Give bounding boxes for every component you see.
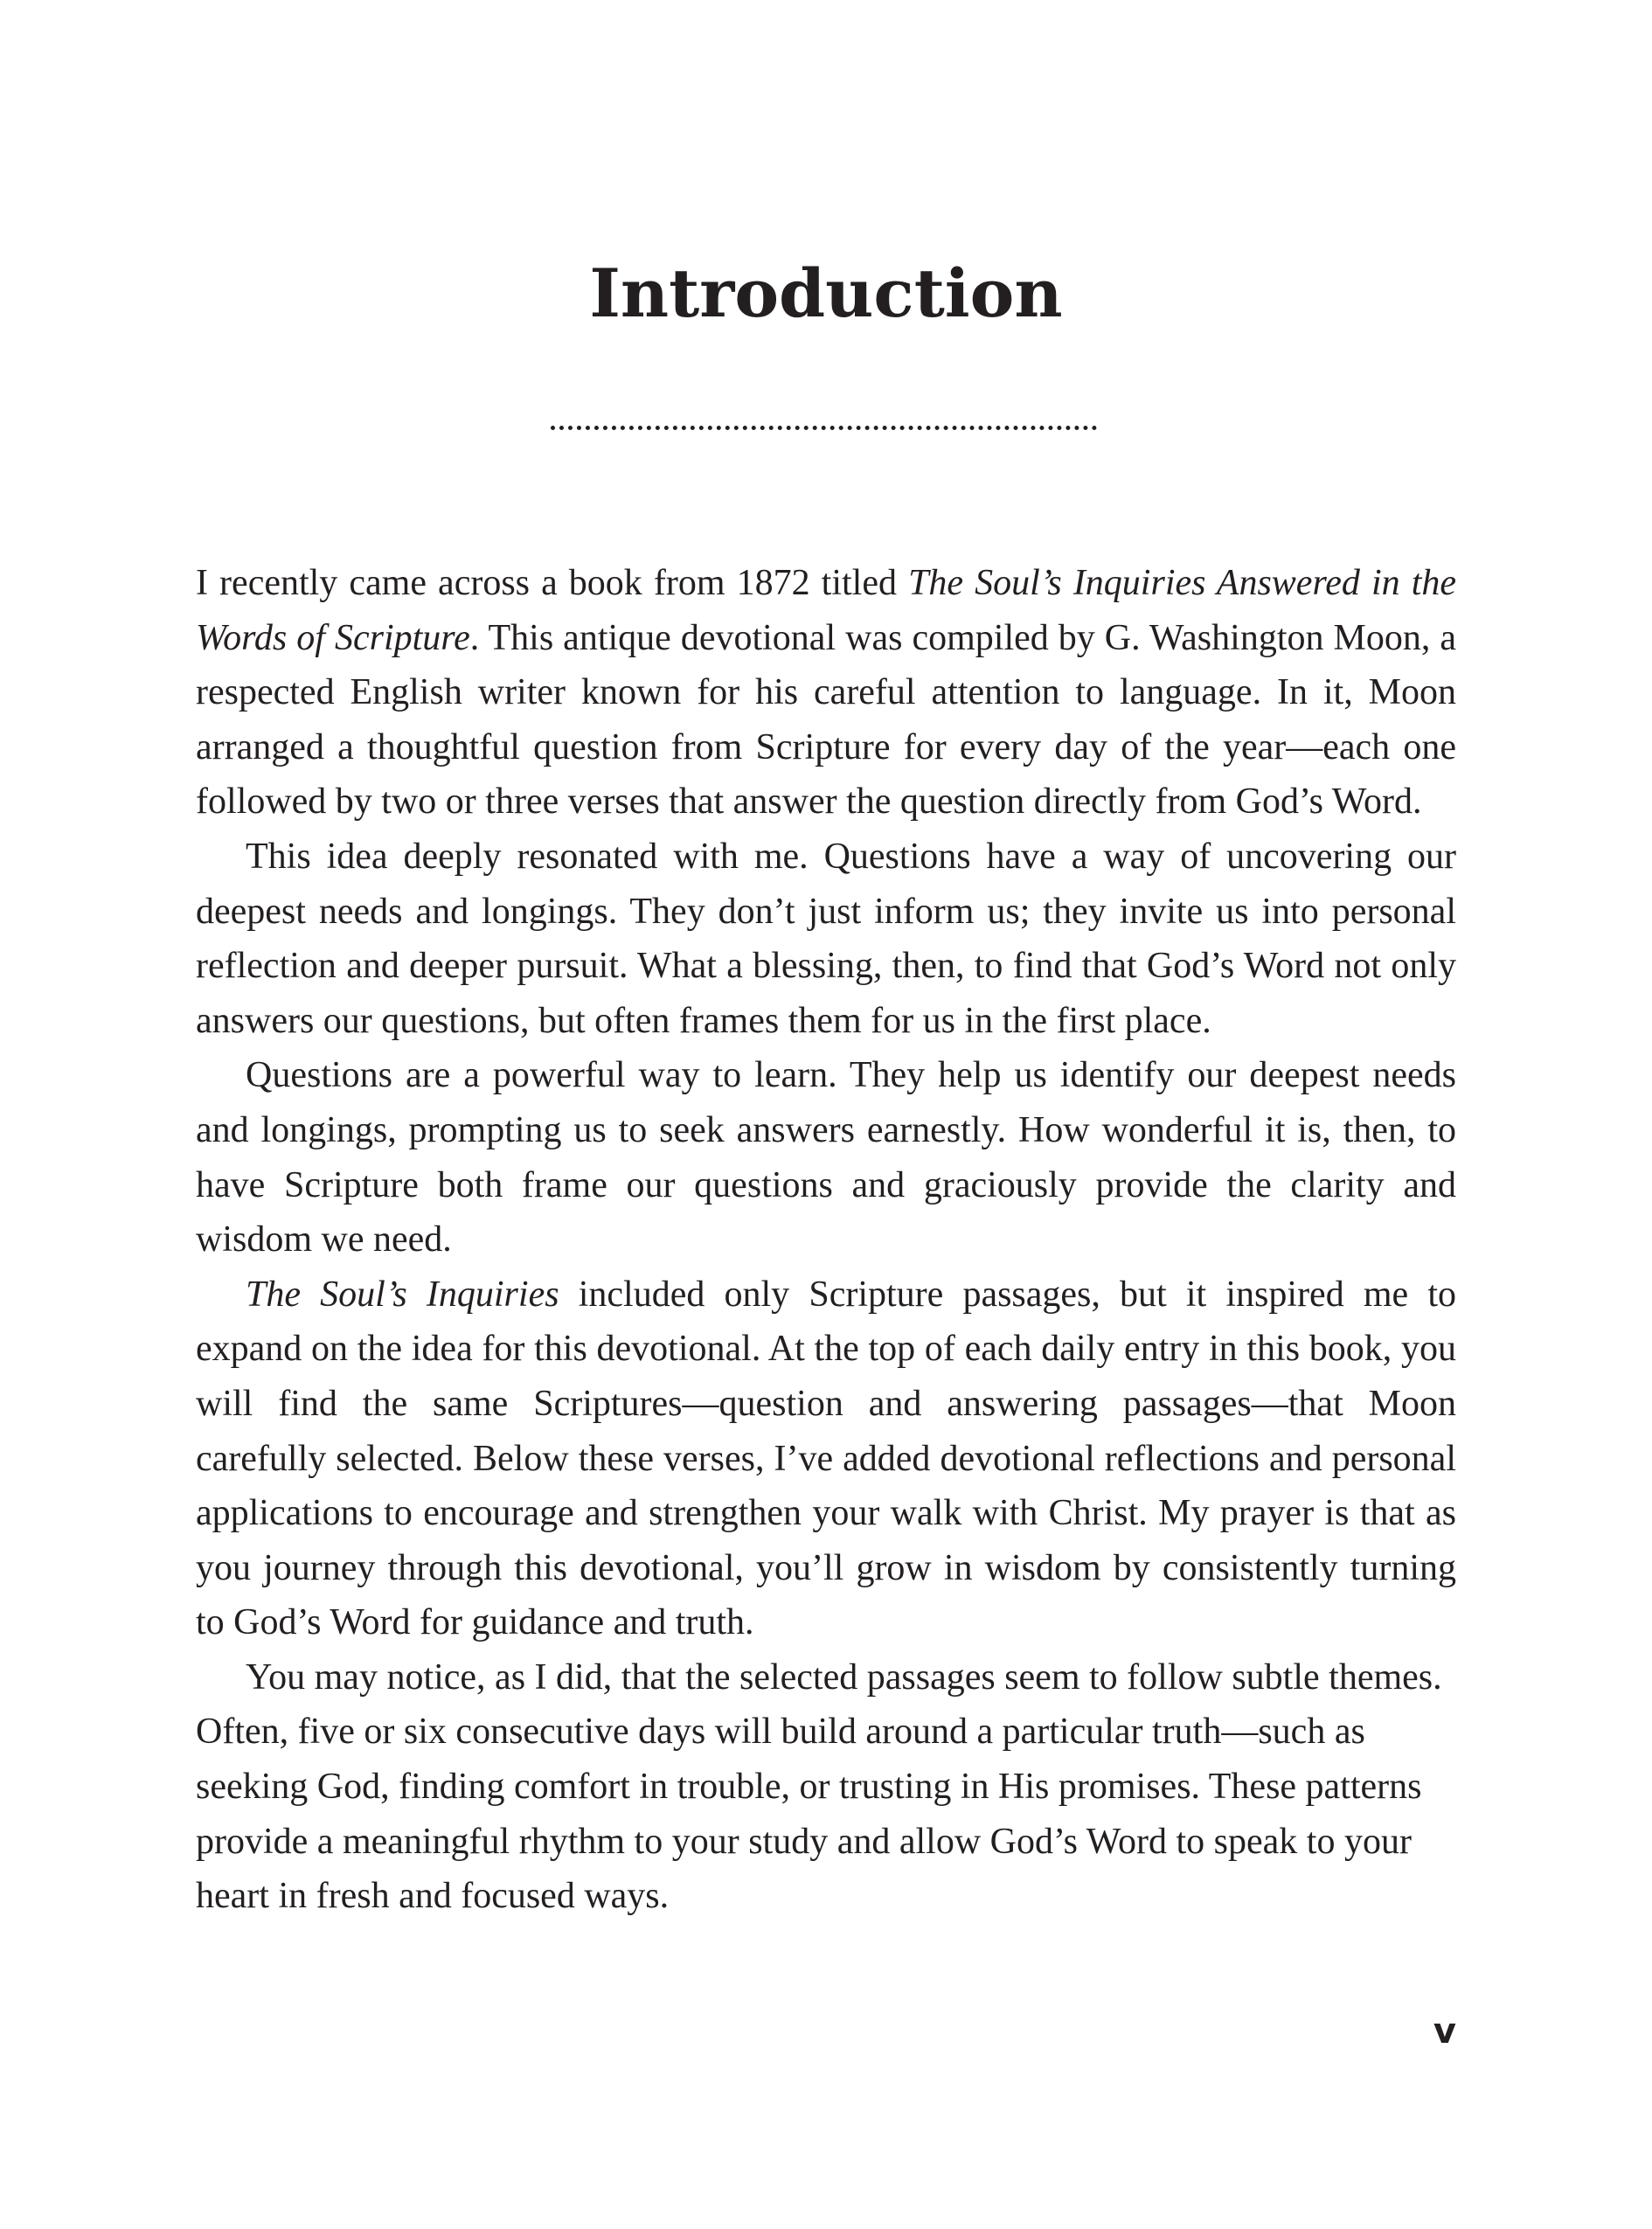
book-title-short: The Soul’s Inquiries	[246, 1274, 559, 1315]
paragraph-1-rest: . This antique devotional was compiled by G. Washington Moon, a respected English writer known for his careful attention to language. In it, Moon arranged a thoughtful question from Scripture for every day of the year—each one followed by two or three verses that answer the question directly from God’s Word.	[196, 617, 1457, 823]
paragraph-1	[196, 556, 1456, 830]
body-text	[196, 556, 1456, 1924]
paragraph-2: This idea deeply resonated with me. Questions have a way of uncovering our deepest needs and longings. They don’t just inform us; they invite us into personal reflection and deeper pursuit. What a blessing, then, to find that God’s Word not only answers our questions, but often frames them for us in the first place.	[196, 836, 1456, 1041]
paragraph-5: You may notice, as I did, that the selected passages seem to follow subtle themes. Often, five or six consecutive days will build around a particular truth—such as seeking God, finding comfort in trouble, or trusting in His promises. These patterns provide a meaningful rhythm to your study and allow God’s Word to speak to your heart in fresh and focused ways.	[196, 1656, 1442, 1917]
dotted-divider	[551, 426, 1097, 430]
book-title-full: The Soul’s Inquiries Answered in the Words of Scripture	[196, 563, 1457, 658]
paragraph-4	[196, 1267, 1456, 1650]
paragraph-4-rest: included only Scripture passages, but it inspired me to expand on the idea for this devotional. At the top of each daily entry in this book, you will find the same Scriptures—question and answering passages—that Moon carefully selected. Below these verses, I’ve added devotional reflections and personal applications to encourage and strengthen your walk with Christ. My prayer is that as you journey through this devotional, you’ll grow in wisdom by consistently turning to God’s Word for guidance and truth.	[196, 1274, 1456, 1643]
chapter-title: Introduction	[589, 254, 1063, 332]
page-number: v	[1433, 2011, 1456, 2052]
paragraph-3: Questions are a powerful way to learn. They help us identify our deepest needs and longings, prompting us to seek answers earnestly. How wonderful it is, then, to have Scripture both frame our questions and graciously provide the clarity and wisdom we need.	[196, 1055, 1456, 1260]
paragraph-1-lead: I recently came across a book from 1872 titled	[196, 563, 909, 603]
